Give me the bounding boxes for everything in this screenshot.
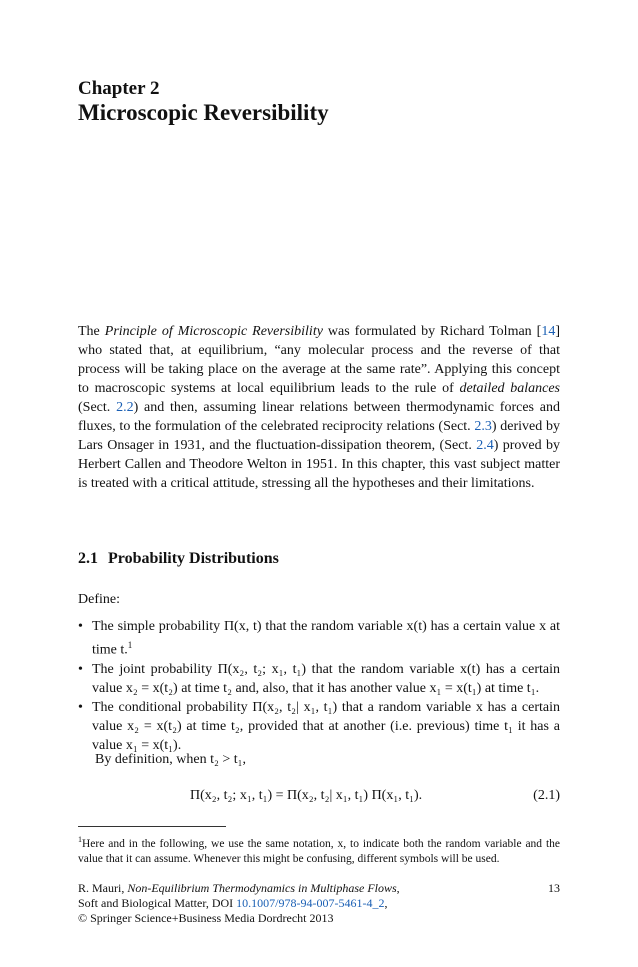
section-heading	[78, 550, 279, 568]
book-title: Non-Equilibrium Thermodynamics in Multiphase Flows	[127, 881, 397, 895]
publisher-line-3: © Springer Science+Business Media Dordrecht 2013	[78, 911, 334, 925]
list-item: • The joint probability Π(x₂, t₂; x₁, t₁) that the random variable x(t) has a certain value x₂ = x(t₂) at time t₂ and, also, that it has another value x₁ = x(t₁) at time t₁.	[78, 660, 560, 698]
list-item	[78, 617, 560, 660]
citation-link[interactable]: 14	[541, 324, 556, 339]
intro-text: The	[78, 324, 105, 339]
footnote-marker: 1	[78, 835, 82, 844]
chapter-title: Microscopic Reversibility	[78, 100, 329, 125]
define-label: Define:	[78, 592, 120, 607]
intro-text: (Sect.	[78, 400, 117, 415]
equation-number: (2.1)	[533, 788, 560, 803]
intro-text: ) proved by Herbert Callen and Theodore Welton in 1951. In this chapter, this vast subject matter is treated with a critical attitude, stressing all the hypotheses and their limitations.	[78, 438, 560, 491]
series-text: Soft and Biological Matter, DOI	[78, 896, 237, 910]
section-number: 2.1	[78, 550, 98, 567]
list-item: • The conditional probability Π(x₂, t₂| x₁, t₁) that a random variable x has a certain value x₂ = x(t₂) at time t₂, provided that at another (i.e. previous) time t₁ it has a value x₁ = x(t₁).	[78, 698, 560, 755]
author: R. Mauri,	[78, 881, 128, 895]
intro-text: ) and then, assuming linear relations between thermodynamic forces and fluxes, to the formulation of the celebrated reciprocity relations (Sect.	[78, 400, 560, 434]
chapter-label: Chapter 2	[78, 78, 160, 99]
list-item-text: The simple probability Π(x, t) that the random variable x(t) has a certain value x at time t.	[92, 619, 560, 658]
footnote-ref[interactable]: 1	[127, 640, 133, 650]
publisher-line-2: Soft and Biological Matter, DOI 10.1007/978-94-007-5461-4_2,	[78, 896, 388, 910]
intro-paragraph	[78, 322, 560, 493]
footnote-divider	[78, 826, 226, 827]
doi-link[interactable]: 10.1007/978-94-007-5461-4_2	[236, 896, 385, 910]
intro-text: ) derived by Lars Onsager in 1931, and the fluctuation-dissipation theorem, (Sect.	[78, 419, 560, 453]
page-number: 13	[548, 881, 560, 895]
by-definition-text: By definition, when t₂ > t₁,	[95, 752, 247, 767]
section-link[interactable]: 2.4	[476, 438, 494, 453]
intro-emphasis: detailed balances	[459, 381, 560, 396]
publisher-info	[78, 881, 560, 926]
publisher-line-1: R. Mauri, Non-Equilibrium Thermodynamics in Multiphase Flows,	[78, 881, 400, 895]
equation: Π(x₂, t₂; x₁, t₁) = Π(x₂, t₂| x₁, t₁) Π(x₁, t₁).	[190, 788, 423, 803]
intro-emphasis: Principle of Microscopic Reversibility	[104, 324, 323, 339]
intro-text: ] who stated that, at equilibrium, “any molecular process and the reverse of that process will be taking place on the average at the same rate”. Applying this concept to macroscopic systems at local equilibrium leads to the rule of	[78, 324, 560, 396]
definition-list	[78, 617, 560, 755]
section-title: Probability Distributions	[108, 550, 279, 567]
section-link[interactable]: 2.3	[474, 419, 492, 434]
footnote	[78, 832, 560, 867]
intro-text: was formulated by Richard Tolman [	[322, 324, 542, 339]
footnote-text: Here and in the following, we use the same notation, x, to indicate both the random variable and the value that it can assume. Whenever this might be confusing, different symbols will be used.	[78, 837, 560, 865]
section-link[interactable]: 2.2	[116, 400, 134, 415]
